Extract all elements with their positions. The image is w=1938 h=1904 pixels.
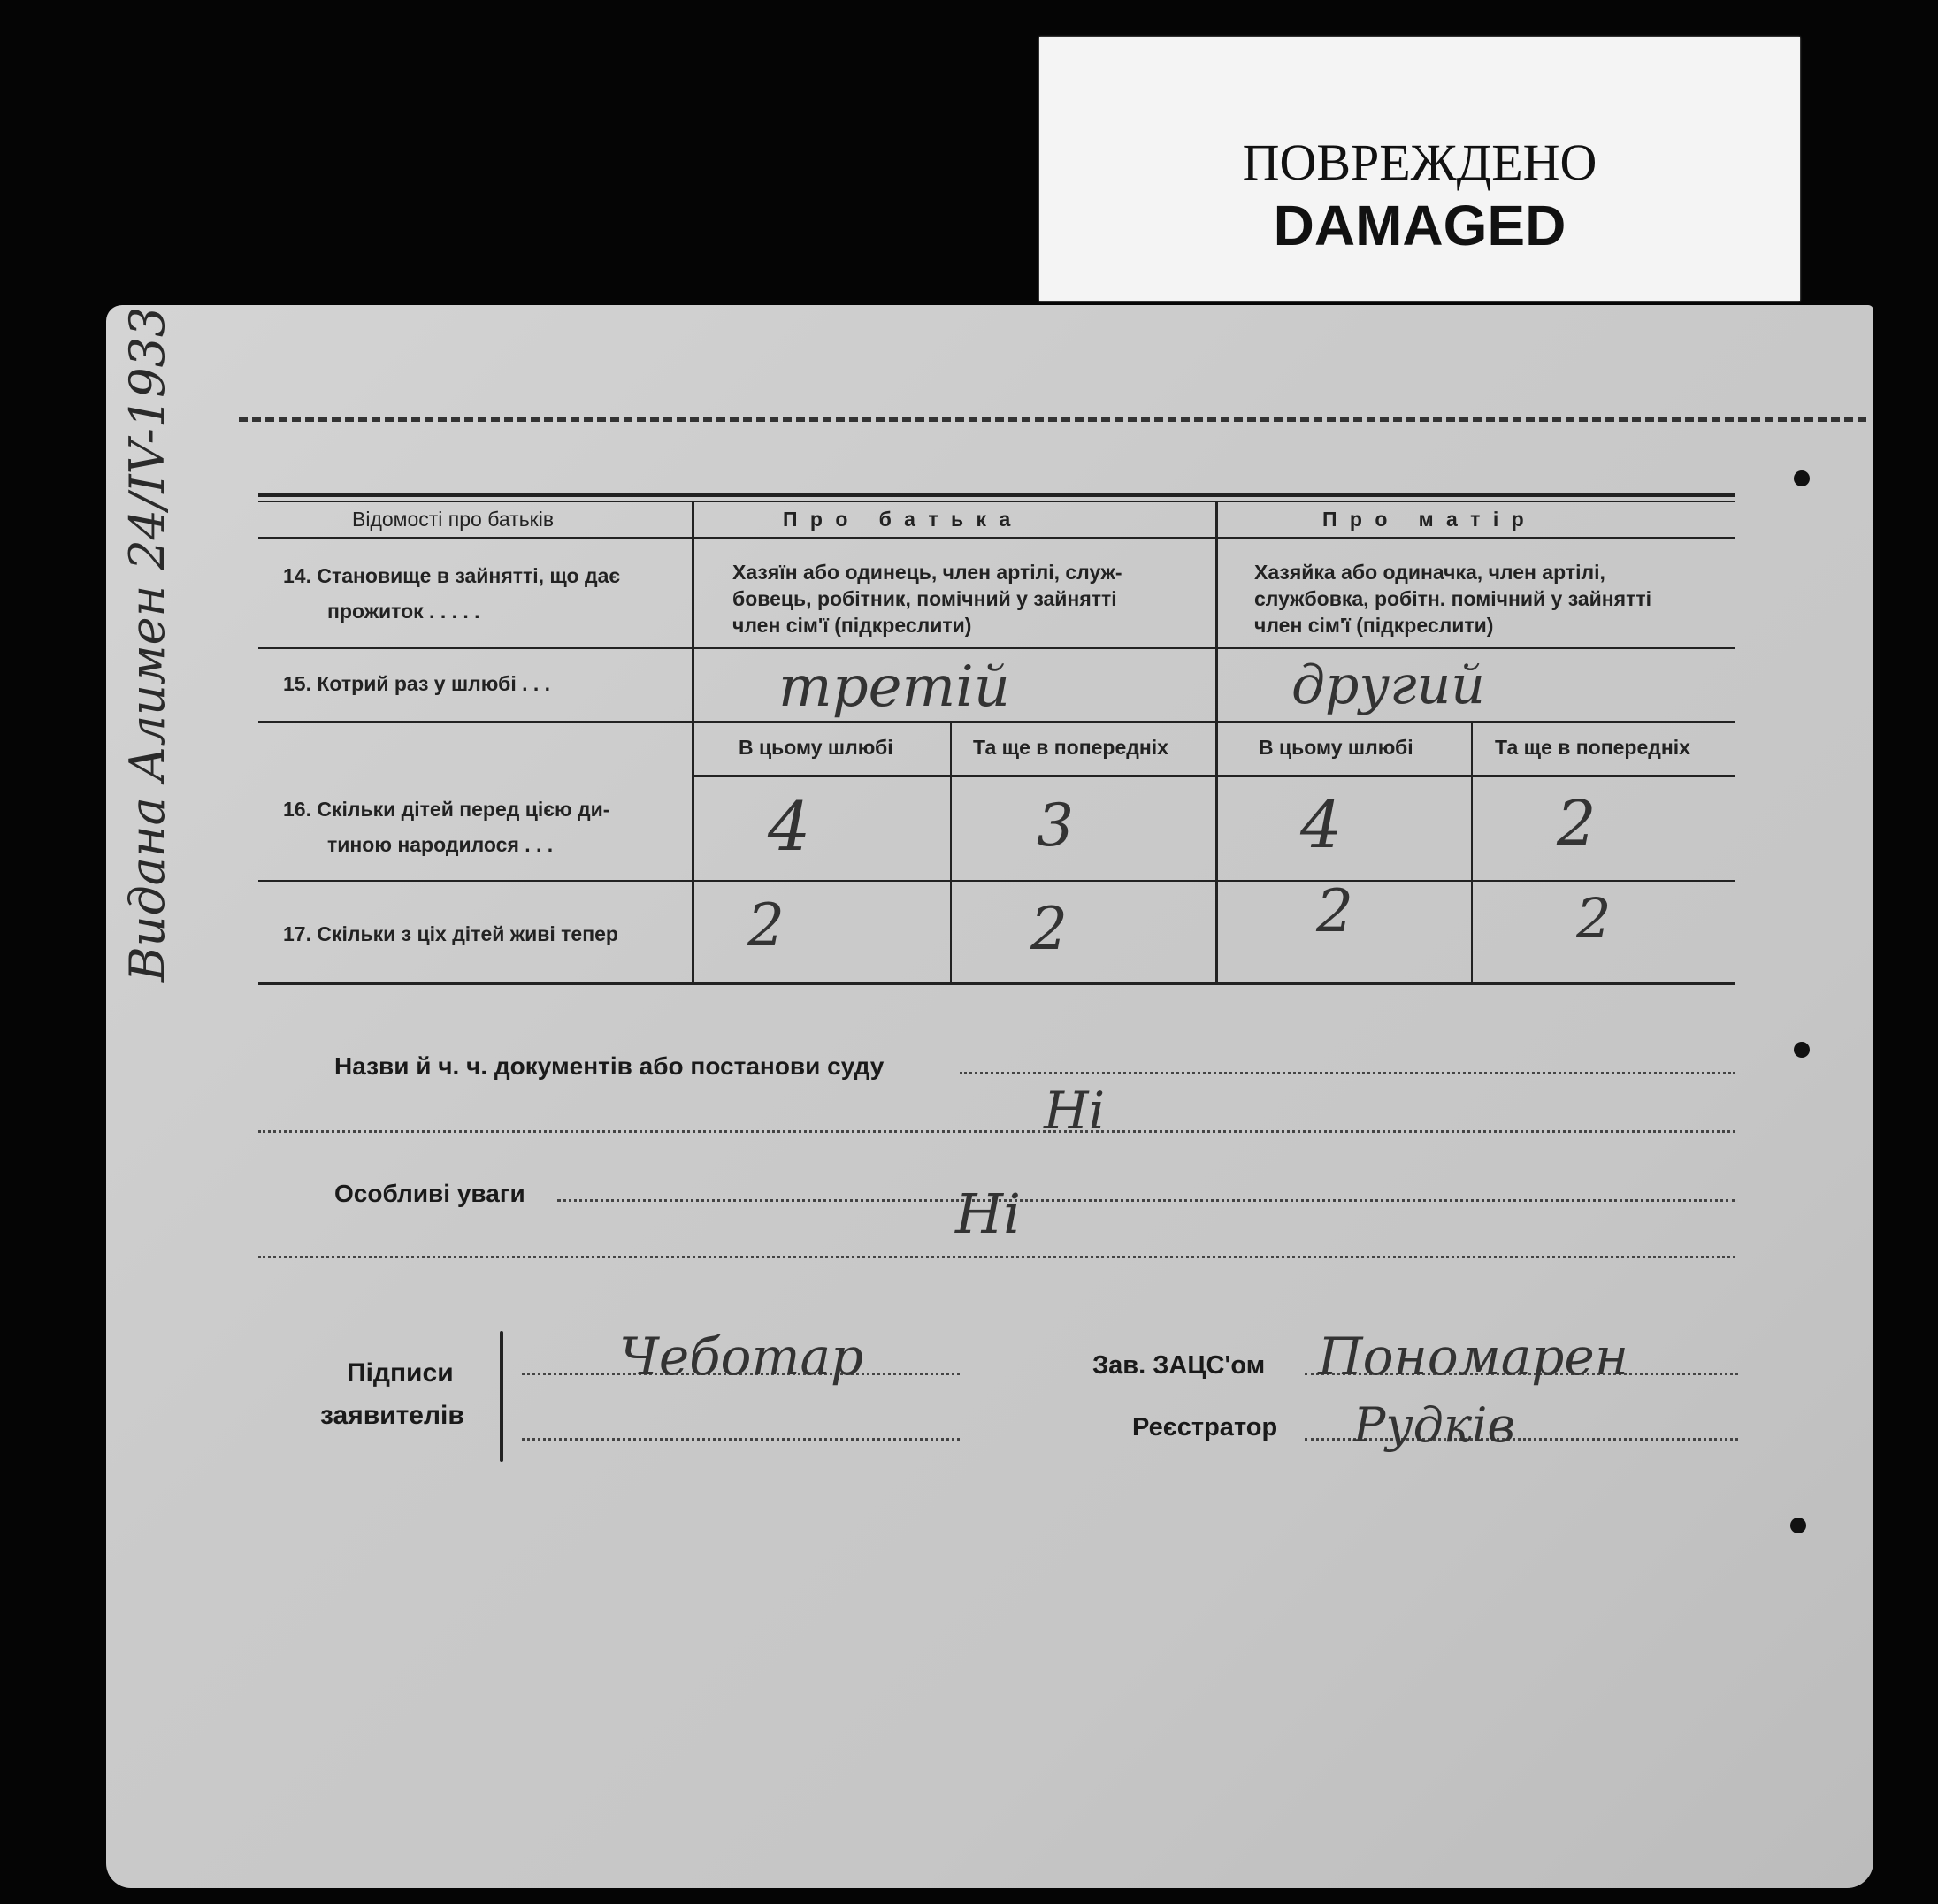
subheader-mother-this: В цьому шлюбі <box>1259 736 1413 759</box>
head-signature: Пономарен <box>1318 1327 1628 1387</box>
row17-mother-previous: 2 <box>1576 886 1612 951</box>
table-bottom-rule <box>258 982 1735 985</box>
header-mother: П р о м а т і р <box>1322 508 1528 531</box>
row16-label-cont: тиною народилося . . . <box>327 833 554 856</box>
row14-label-cont: прожиток . . . . . <box>327 600 480 623</box>
table-rule <box>258 537 1735 539</box>
applicant-signature: Чеботар <box>619 1327 864 1387</box>
row17-father-previous: 2 <box>1030 895 1068 963</box>
table-col-divider <box>692 501 694 985</box>
table-rule <box>258 880 1735 882</box>
documents-value: Ні <box>1044 1081 1106 1141</box>
perforation-line <box>239 417 1866 422</box>
applicant-sig-line-2 <box>522 1438 960 1441</box>
header-father: П р о б а т ь к а <box>783 508 1015 531</box>
row16-father-this: 4 <box>768 787 811 866</box>
row17-label: 17. Скільки з ціх дітей живі тепер <box>283 922 618 945</box>
remarks-line <box>557 1199 1735 1202</box>
remarks-label: Особливі уваги <box>334 1180 525 1207</box>
remarks-value: Ні <box>955 1181 1021 1246</box>
document-sheet <box>106 305 1873 1888</box>
table-col-divider <box>1471 721 1473 985</box>
punch-hole <box>1794 470 1810 486</box>
row14-label: 14. Становище в зайнятті, що дає <box>283 564 621 587</box>
documents-label: Назви й ч. ч. документів або постанови суду <box>334 1052 885 1080</box>
subheader-father-previous: Та ще в попередніх <box>973 736 1168 759</box>
punch-hole <box>1790 1518 1806 1533</box>
stamp-line-english: DAMAGED <box>1273 194 1566 257</box>
table-rule <box>258 647 1735 649</box>
row16-mother-previous: 2 <box>1557 787 1597 860</box>
row16-label: 16. Скільки дітей перед цією ди- <box>283 798 610 821</box>
stamp-line-ukrainian: ПОВРЕЖДЕНО <box>1242 134 1597 191</box>
applicants-brace <box>500 1331 503 1462</box>
punch-hole <box>1794 1042 1810 1058</box>
row16-father-previous: 3 <box>1037 791 1074 860</box>
applicants-label-cont: заявителів <box>320 1401 464 1430</box>
head-zags-label: Зав. ЗАЦС'ом <box>1092 1351 1266 1380</box>
row15-father-value: третій <box>778 654 1010 720</box>
documents-line <box>960 1072 1735 1074</box>
row14-mother-options: Хазяйка або одиначка, член артілі, службовка, робітн. помічний у зайнятті член сім'ї (підкреслити) <box>1254 561 1652 637</box>
row14-father-options: Хазяїн або одинець, член артілі, служ- бовець, робітник, помічний у зайнятті член сім'ї (підкреслити) <box>732 561 1122 637</box>
subheader-mother-previous: Та ще в попередніх <box>1495 736 1690 759</box>
margin-handwritten-note: Видана Алимен 24/IV-1933 <box>119 306 175 982</box>
table-col-divider <box>1215 501 1218 985</box>
row15-label: 15. Котрий раз у шлюбі . . . <box>283 672 551 695</box>
row17-father-this: 2 <box>747 891 785 960</box>
damaged-label-card <box>1039 37 1800 301</box>
header-parents-info: Відомості про батьків <box>352 508 555 531</box>
table-col-divider <box>950 721 952 985</box>
registrar-signature: Рудків <box>1353 1397 1515 1453</box>
row15-mother-value: другий <box>1291 654 1485 716</box>
row17-mother-this: 2 <box>1316 877 1353 945</box>
registrar-label: Реєстратор <box>1132 1413 1278 1441</box>
documents-line-2 <box>258 1130 1735 1133</box>
table-top-rule <box>258 493 1735 497</box>
table-top-rule <box>258 501 1735 502</box>
table-rule <box>258 721 1735 723</box>
remarks-line-2 <box>258 1256 1735 1258</box>
applicants-label: Підписи <box>347 1358 454 1388</box>
subheader-father-this: В цьому шлюбі <box>739 736 893 759</box>
row16-mother-this: 4 <box>1300 787 1343 863</box>
